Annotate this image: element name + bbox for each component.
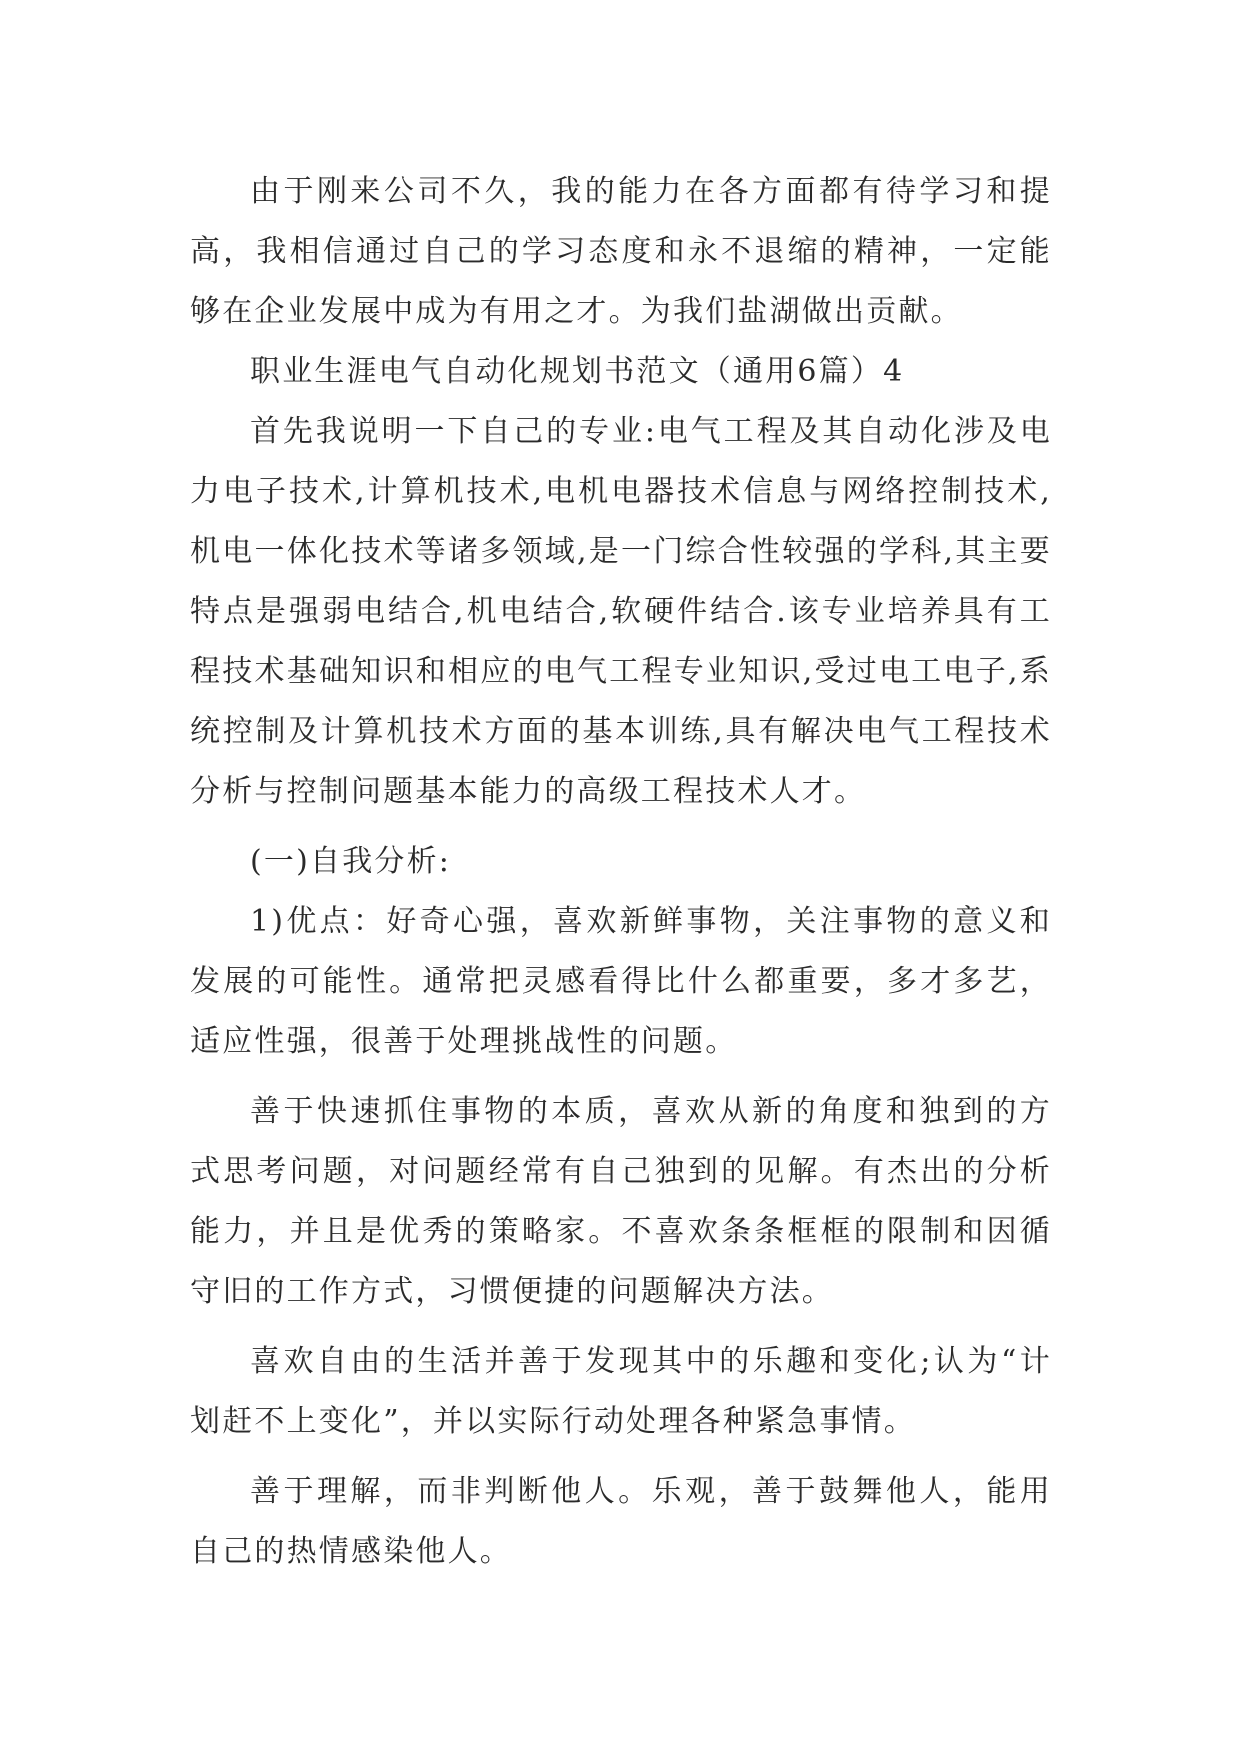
document-body [190,162,1052,1582]
paragraph-essence: 善于快速抓住事物的本质，喜欢从新的角度和独到的方式思考问题，对问题经常有自己独到的见解。有杰出的分析能力，并且是优秀的策略家。不喜欢条条框框的限制和因循守旧的工作方式，习惯便捷的问题解决方法。 [190,1094,1052,1309]
paragraph-intro: 由于刚来公司不久，我的能力在各方面都有待学习和提高，我相信通过自己的学习态度和永不退缩的精神，一定能够在企业发展中成为有用之才。为我们盐湖做出贡献。 [190,174,1052,329]
paragraph-major: 首先我说明一下自己的专业:电气工程及其自动化涉及电力电子技术,计算机技术,电机电器技术信息与网络控制技术,机电一体化技术等诸多领域,是一门综合性较强的学科,其主要特点是强弱电结合,机电结合,软硬件结合.该专业培养具有工程技术基础知识和相应的电气工程专业知识,受过电工电子,系统控制及计算机技术方面的基本训练,具有解决电气工程技术分析与控制问题基本能力的高级工程技术人才。 [190,414,1052,809]
paragraph-understanding: 善于理解，而非判断他人。乐观，善于鼓舞他人，能用自己的热情感染他人。 [190,1474,1052,1569]
paragraph-freedom: 喜欢自由的生活并善于发现其中的乐趣和变化;认为“计划赶不上变化”，并以实际行动处理各种紧急事情。 [190,1344,1052,1439]
section-heading: 职业生涯电气自动化规划书范文（通用6篇）4 [250,354,905,389]
subheading-self-analysis: (一)自我分析: [250,844,452,879]
paragraph-strengths: 1)优点：好奇心强，喜欢新鲜事物，关注事物的意义和发展的可能性。通常把灵感看得比什么都重要，多才多艺，适应性强，很善于处理挑战性的问题。 [190,904,1052,1059]
